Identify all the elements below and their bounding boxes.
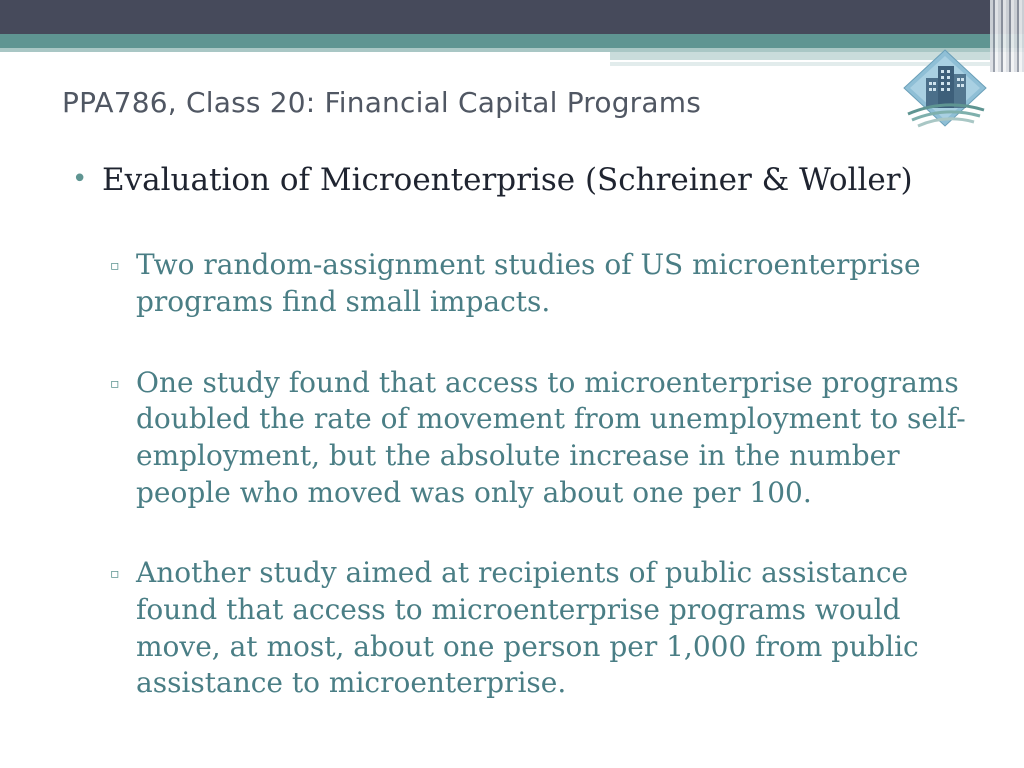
slide-title: PPA786, Class 20: Financial Capital Programs xyxy=(62,86,702,119)
sub-bullet xyxy=(110,555,992,702)
sub-bullet-square: ▫ xyxy=(110,375,120,392)
bullet-dot: • xyxy=(72,164,88,194)
top-banner-teal xyxy=(0,34,1024,48)
sub-bullet-list xyxy=(72,247,992,702)
sub-bullet-square: ▫ xyxy=(110,566,120,583)
sub-bullet xyxy=(110,365,992,512)
sub-bullet-square: ▫ xyxy=(110,258,120,275)
top-banner-dark xyxy=(0,0,1024,34)
sub-bullet-text: One study found that access to microenterprise programs doubled the rate of movement from unemployment to self-employment, but the absolute increase in the number people who moved was only about one per 100. xyxy=(136,365,966,509)
main-bullet xyxy=(72,162,992,199)
slide-content xyxy=(72,162,992,746)
main-bullet-text: Evaluation of Microenterprise (Schreiner & Woller) xyxy=(102,162,913,198)
sub-bullet-text: Two random-assignment studies of US microenterprise programs find small impacts. xyxy=(136,248,921,318)
corner-stripes xyxy=(990,0,1024,72)
sub-bullet-text: Another study aimed at recipients of public assistance found that access to microenterprise programs would move, at most, about one person per 1,000 from public assistance to microenterprise. xyxy=(136,556,919,700)
city-buildings-logo-icon xyxy=(900,48,990,136)
sub-bullet xyxy=(110,247,992,320)
